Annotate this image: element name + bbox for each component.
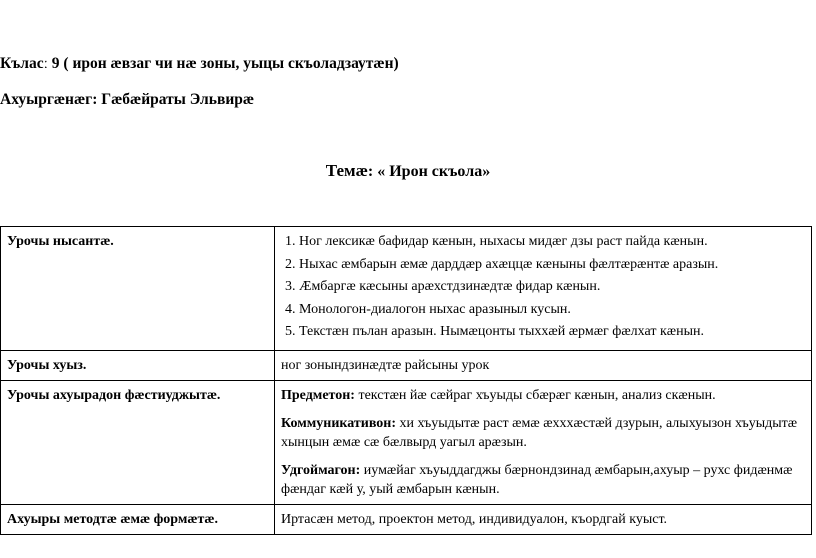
goals-list [281,232,805,341]
lesson-plan-table [0,226,812,535]
result-text: хи хъуыдытæ раст æмæ æхххæстæй дзурын, алыхуызон хъуыдытæ хынцын æмæ сæ бæлвырд уагыл арæзын. [281,415,798,450]
row-label: Урочы нысантæ. [1,227,275,351]
row-label: Урочы ахуырадон фæстиуджытæ. [1,380,275,504]
class-line: Къласː 9 ( ирон æвзаг чи нæ зоны, уыцы скъоладзаутæн) [0,55,399,72]
teacher-line: Ахуыргæнæг: Гæбæйраты Эльвирæ [0,91,255,108]
table-row-results [1,380,812,504]
lesson-topic [0,161,816,181]
result-text: иумæйаг хъуыддагджы бæрнондзинад æмбарын,ахуыр – рухс фидæнмæ фæндаг кæй у, уый æмбарын кæнын. [281,462,793,497]
result-subject [281,386,805,405]
table-row-type [1,350,812,380]
goal-item: 3. Æмбаргæ кæсыны арæхстдзинæдтæ фидар кæнын. [299,277,805,296]
table-row-methods [1,504,812,534]
topic-prefix: Темæ [325,161,368,180]
result-text: текстæн йæ сæйраг хъуыды сбæрæг кæнын, анализ скæнын. [354,387,716,403]
row-label: Ахуыры методтæ æмæ формæтæ. [1,504,275,534]
goal-item: 1. Ног лексикæ бафидар кæнын, ныхасы мидæг дзы раст пайда кæнын. [299,232,805,251]
row-label: Урочы хуыз. [1,350,275,380]
result-communicative [281,414,805,452]
row-value: ног зонындзинæдтæ райсыны урок [275,350,812,380]
goal-item: 2. Ныхас æмбарын æмæ дарддæр ахæццæ кæныны фæлтæрæнтæ аразын. [299,255,805,274]
result-personal [281,461,805,499]
topic-text: : « Ирон скъола» [367,163,491,180]
result-heading: Коммуникативон: [281,415,397,431]
goal-item: 4. Монологон-диалогон ныхас аразыныл кусын. [299,300,805,319]
result-heading: Удгоймагон: [281,462,361,478]
goal-item: 5. Текстæн пълан аразын. Нымæцонты тыххæй æрмæг фæлхат кæнын. [299,322,805,341]
row-value: Иртасæн метод, проектон метод, индивидуалон, къордгай куыст. [275,504,812,534]
goals-cell [275,227,812,351]
result-heading: Предметон: [281,387,355,403]
table-row-goals [1,227,812,351]
results-cell [275,380,812,504]
